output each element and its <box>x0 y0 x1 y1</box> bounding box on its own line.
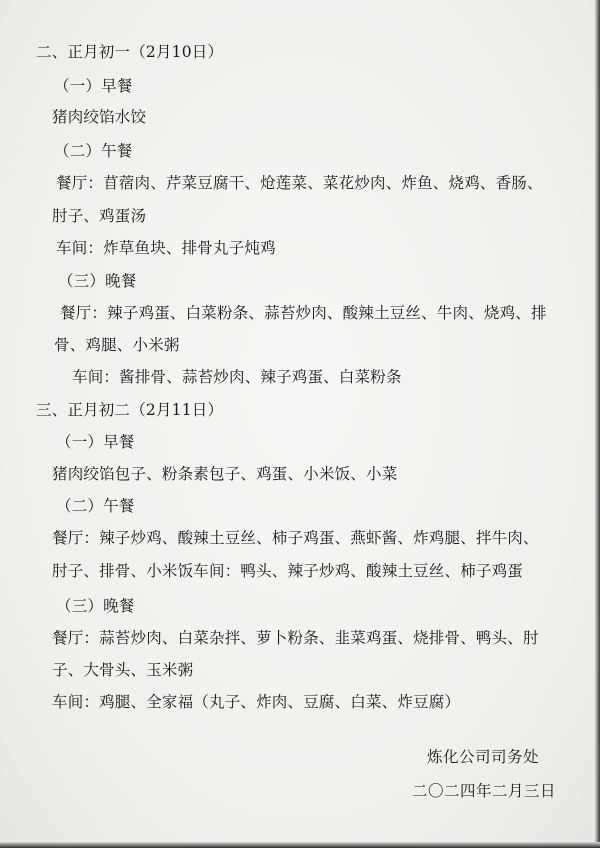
lunch-label-day2: （二）午餐 <box>56 497 135 515</box>
signature-org: 炼化公司司务处 <box>427 748 540 766</box>
lunch-canteen-line1-day1: 餐厅：苜蓿肉、芹菜豆腐干、炝莲菜、菜花炒肉、炸鱼、烧鸡、香肠、 <box>56 174 543 192</box>
dinner-canteen-line2-day2: 子、大骨头、玉米粥 <box>52 661 194 679</box>
lunch-canteen-line2-day2: 肘子、排骨、小米饭车间：鸭头、辣子炒鸡、酸辣土豆丝、柿子鸡蛋 <box>52 562 524 580</box>
dinner-canteen-line1-day2: 餐厅：蒜苔炒肉、白菜杂拌、萝卜粉条、韭菜鸡蛋、烧排骨、鸭头、肘 <box>52 629 539 647</box>
breakfast-text-day2: 猪肉绞馅包子、粉条素包子、鸡蛋、小米饭、小菜 <box>52 465 398 483</box>
dinner-workshop-day2: 车间：鸡腿、全家福（丸子、炸肉、豆腐、白菜、炸豆腐） <box>52 693 461 711</box>
breakfast-text-day1: 猪肉绞馅水饺 <box>52 108 147 126</box>
dinner-label-day2: （三）晚餐 <box>56 597 135 615</box>
signature-date: 二〇二四年二月三日 <box>412 782 557 800</box>
lunch-canteen-line1-day2: 餐厅：辣子炒鸡、酸辣土豆丝、柿子鸡蛋、燕虾酱、炸鸡腿、拌牛肉、 <box>52 529 539 547</box>
scan-edge-right <box>595 0 600 848</box>
lunch-label-day1: （二）午餐 <box>54 142 133 160</box>
dinner-workshop-day1: 车间：酱排骨、蒜苔炒肉、辣子鸡蛋、白菜粉条 <box>72 368 402 386</box>
breakfast-label-day2: （一）早餐 <box>56 433 135 451</box>
scan-edge-bottom <box>0 842 600 848</box>
section-heading-day1: 二、正月初一（2月10日） <box>36 43 224 61</box>
lunch-workshop-day1: 车间：炸草鱼块、排骨丸子炖鸡 <box>56 239 276 257</box>
dinner-canteen-line2-day1: 骨、鸡腿、小米粥 <box>54 336 180 354</box>
lunch-canteen-line2-day1: 肘子、鸡蛋汤 <box>52 207 147 225</box>
breakfast-label-day1: （一）早餐 <box>54 77 133 95</box>
section-heading-day2: 三、正月初二（2月11日） <box>36 401 224 419</box>
dinner-label-day1: （三）晚餐 <box>58 272 137 290</box>
dinner-canteen-line1-day1: 餐厅：辣子鸡蛋、白菜粉条、蒜苔炒肉、酸辣土豆丝、牛肉、烧鸡、排 <box>60 304 547 322</box>
